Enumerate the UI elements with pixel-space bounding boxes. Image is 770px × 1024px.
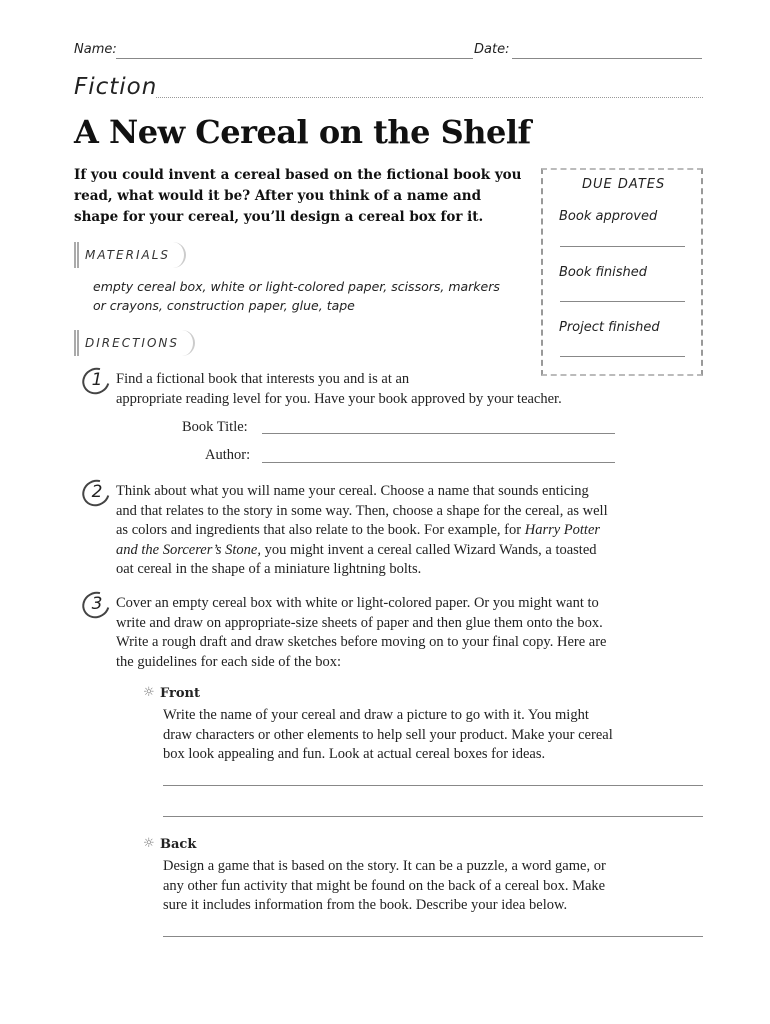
- intro-line: If you could invent a cereal based on the fictional book you: [74, 167, 522, 183]
- materials-line: or crayons, construction paper, glue, tape: [93, 298, 355, 313]
- step-3-number: 3: [82, 592, 112, 616]
- due-date-label-project-finished: Project finished: [559, 320, 660, 335]
- back-text: [163, 857, 698, 916]
- materials-list: [93, 277, 500, 315]
- sun-icon: ☼: [143, 836, 155, 851]
- book-title-field[interactable]: [262, 433, 615, 434]
- intro-text: [74, 165, 524, 228]
- step-3-line: Cover an empty cereal box with white or light-colored paper. Or you might want to: [116, 595, 599, 611]
- date-field-line[interactable]: [512, 58, 702, 59]
- front-heading: Front: [160, 686, 200, 701]
- step-1-line: appropriate reading level for you. Have your book approved by your teacher.: [116, 390, 562, 407]
- directions-tag: DIRECTIONS: [74, 330, 195, 356]
- step-3-line: Write a rough draft and draw sketches before moving on to your final copy. Here are: [116, 634, 607, 650]
- intro-line: read, what would it be? After you think of a name and: [74, 188, 482, 204]
- step-1-line: Find a fictional book that interests you and is at an: [116, 371, 410, 387]
- front-line: box look appealing and fun. Look at actual cereal boxes for ideas.: [163, 746, 546, 762]
- book-title-label: Book Title:: [182, 419, 248, 435]
- step-2-line: as colors and ingredients that also relate to the book. For example, for Harry Potter: [116, 522, 601, 538]
- due-date-field-book-finished[interactable]: [560, 301, 685, 302]
- step-2-line: and the Sorcerer’s Stone, you might invent a cereal called Wizard Wands, a toasted: [116, 541, 597, 558]
- section-label: Fiction: [74, 74, 158, 100]
- step-3-line: the guidelines for each side of the box:: [116, 653, 342, 670]
- back-line: any other fun activity that might be found on the back of a cereal box. Make: [163, 877, 606, 894]
- intro-line: shape for your cereal, you’ll design a cereal box for it.: [74, 209, 484, 225]
- back-answer-line[interactable]: [163, 936, 703, 937]
- date-label: Date:: [474, 42, 510, 57]
- materials-tag: MATERIALS: [74, 242, 186, 268]
- back-line: Design a game that is based on the story. It can be a puzzle, a word game, or: [163, 858, 606, 874]
- step-3-line: write and draw on appropriate-size sheets of paper and then glue them onto the box.: [116, 614, 603, 631]
- name-label: Name:: [74, 42, 117, 57]
- due-date-label-book-approved: Book approved: [559, 209, 658, 224]
- due-date-label-book-finished: Book finished: [559, 265, 647, 280]
- book-title-italic: Harry Potter: [524, 522, 601, 538]
- section-divider: [156, 97, 703, 98]
- due-date-field-book-approved[interactable]: [560, 246, 685, 247]
- step-1-number: 1: [82, 368, 112, 392]
- front-answer-line[interactable]: [163, 816, 703, 817]
- step-2-number: 2: [82, 480, 112, 504]
- step-2-text: [116, 482, 701, 580]
- front-line: draw characters or other elements to help sell your product. Make your cereal: [163, 726, 613, 743]
- step-2-line: oat cereal in the shape of a miniature lightning bolts.: [116, 561, 422, 577]
- author-field[interactable]: [262, 462, 615, 463]
- step-2-line: and that relates to the story in some way. Then, choose a shape for the cereal, as well: [116, 502, 608, 519]
- back-line: sure it includes information from the book. Describe your idea below.: [163, 897, 568, 913]
- front-answer-line[interactable]: [163, 785, 703, 786]
- name-field-line[interactable]: [116, 58, 473, 59]
- step-2-line: Think about what you will name your cereal. Choose a name that sounds enticing: [116, 483, 589, 499]
- step-1-text: [116, 370, 656, 409]
- step-3-text: [116, 594, 686, 672]
- due-date-field-project-finished[interactable]: [560, 356, 685, 357]
- page-title: A New Cereal on the Shelf: [74, 113, 531, 151]
- due-dates-title: DUE DATES: [582, 177, 666, 192]
- front-text: [163, 706, 698, 765]
- author-label: Author:: [205, 447, 251, 463]
- back-heading: Back: [160, 837, 197, 852]
- materials-line: empty cereal box, white or light-colored paper, scissors, markers: [93, 279, 500, 294]
- sun-icon: ☼: [143, 685, 155, 700]
- front-line: Write the name of your cereal and draw a picture to go with it. You might: [163, 707, 589, 723]
